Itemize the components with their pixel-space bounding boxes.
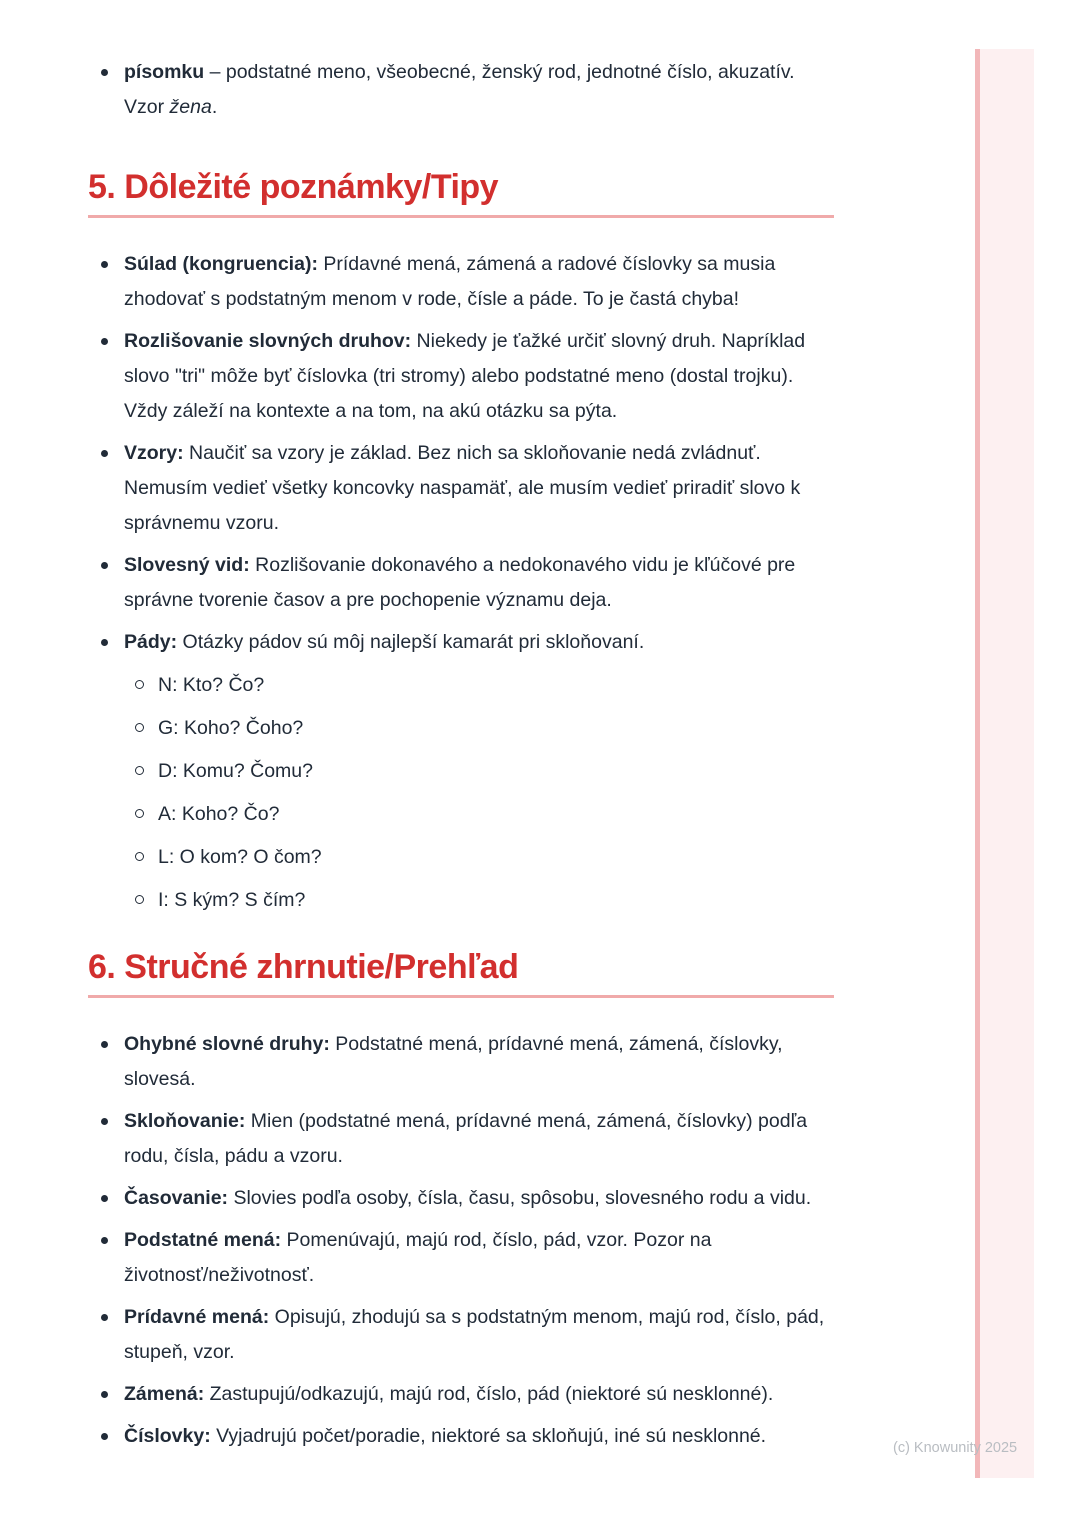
subitem-text: N: Kto? Čo? <box>158 674 265 696</box>
item-text: Podstatné mená, prídavné mená, zámená, číslovky, slovesá. <box>124 1033 783 1090</box>
item-tail: . <box>211 96 218 118</box>
item-lead: Pády: <box>124 631 178 653</box>
intro-list <box>88 55 834 125</box>
list-item <box>88 625 834 918</box>
item-text: Vyjadrujú počet/poradie, niektoré sa skloňujú, iné sú nesklonné. <box>210 1425 767 1447</box>
sublist-item <box>135 711 834 746</box>
sublist-item <box>135 797 834 832</box>
item-italic: žena <box>169 96 212 118</box>
list-item <box>88 324 834 429</box>
list-item <box>88 548 834 618</box>
item-lead: Slovesný vid: <box>124 554 250 576</box>
item-text: Slovies podľa osoby, čísla, času, spôsobu, slovesného rodu a vidu. <box>228 1187 812 1209</box>
item-lead: Číslovky: <box>124 1425 211 1447</box>
item-lead: Skloňovanie: <box>124 1110 246 1132</box>
subitem-text: G: Koho? Čoho? <box>158 717 304 739</box>
list-item <box>88 1223 834 1293</box>
sublist-item <box>135 840 834 875</box>
section-5-heading: 5. Dôležité poznámky/Tipy <box>88 168 499 206</box>
item-text: Mien (podstatné mená, prídavné mená, zámená, číslovky) podľa rodu, čísla, pádu a vzoru. <box>124 1110 808 1167</box>
item-text: Opisujú, zhodujú sa s podstatným menom, majú rod, číslo, pád, stupeň, vzor. <box>124 1306 825 1363</box>
subitem-text: L: O kom? O čom? <box>158 846 322 868</box>
sublist-item <box>135 883 834 918</box>
list-item <box>88 1181 834 1216</box>
item-text: Niekedy je ťažké určiť slovný druh. Napríklad slovo "tri" môže byť číslovka (tri stromy) alebo podstatné meno (dostal trojku). Vždy záleží na kontexte a na tom, na akú otázku sa pýta. <box>124 330 806 422</box>
page-accent-strip <box>975 49 1034 1478</box>
item-text: Naučiť sa vzory je základ. Bez nich sa skloňovanie nedá zvládnuť. Nemusím vedieť všetky koncovky naspamäť, ale musím vedieť priradiť slovo k správnemu vzoru. <box>124 442 801 534</box>
list-item <box>88 1419 834 1454</box>
list-item <box>88 1104 834 1174</box>
item-lead: Vzory: <box>124 442 184 464</box>
list-item <box>88 1027 834 1097</box>
cases-sublist <box>124 668 834 918</box>
list-item <box>88 55 834 125</box>
item-text: Zastupujú/odkazujú, majú rod, číslo, pád (niektoré sú nesklonné). <box>204 1383 774 1405</box>
list-item <box>88 247 834 317</box>
item-lead: Prídavné mená: <box>124 1306 270 1328</box>
item-text: Pomenúvajú, majú rod, číslo, pád, vzor. Pozor na životnosť/neživotnosť. <box>124 1229 712 1286</box>
item-lead: Časovanie: <box>124 1187 229 1209</box>
list-item <box>88 1300 834 1370</box>
list-item <box>88 1377 834 1412</box>
item-lead: Podstatné mená: <box>124 1229 282 1251</box>
subitem-text: D: Komu? Čomu? <box>158 760 313 782</box>
heading-rule <box>88 215 834 218</box>
section-5-list <box>88 247 834 918</box>
sublist-item <box>135 668 834 703</box>
list-item <box>88 436 834 541</box>
item-text: – podstatné meno, všeobecné, ženský rod, jednotné číslo, akuzatív. Vzor <box>124 61 795 118</box>
sublist-item <box>135 754 834 789</box>
subitem-text: I: S kým? S čím? <box>158 889 306 911</box>
watermark: (c) Knowunity 2025 <box>893 1440 1018 1456</box>
item-lead: Súlad (kongruencia): <box>124 253 318 275</box>
subitem-text: A: Koho? Čo? <box>158 803 280 825</box>
section-6-list <box>88 1027 834 1454</box>
item-text: Otázky pádov sú môj najlepší kamarát pri skloňovaní. <box>177 631 645 653</box>
item-lead: Rozlišovanie slovných druhov: <box>124 330 412 352</box>
item-text: Prídavné mená, zámená a radové číslovky sa musia zhodovať s podstatným menom v rode, čísle a páde. To je častá chyba! <box>124 253 776 310</box>
item-lead: Ohybné slovné druhy: <box>124 1033 330 1055</box>
item-text: Rozlišovanie dokonavého a nedokonavého vidu je kľúčové pre správne tvorenie časov a pre pochopenie významu deja. <box>124 554 796 611</box>
heading-rule <box>88 995 834 998</box>
item-lead: Zámená: <box>124 1383 205 1405</box>
section-6-heading: 6. Stručné zhrnutie/Prehľad <box>88 948 519 986</box>
document-content <box>88 55 834 1454</box>
item-lead: písomku <box>124 61 205 83</box>
